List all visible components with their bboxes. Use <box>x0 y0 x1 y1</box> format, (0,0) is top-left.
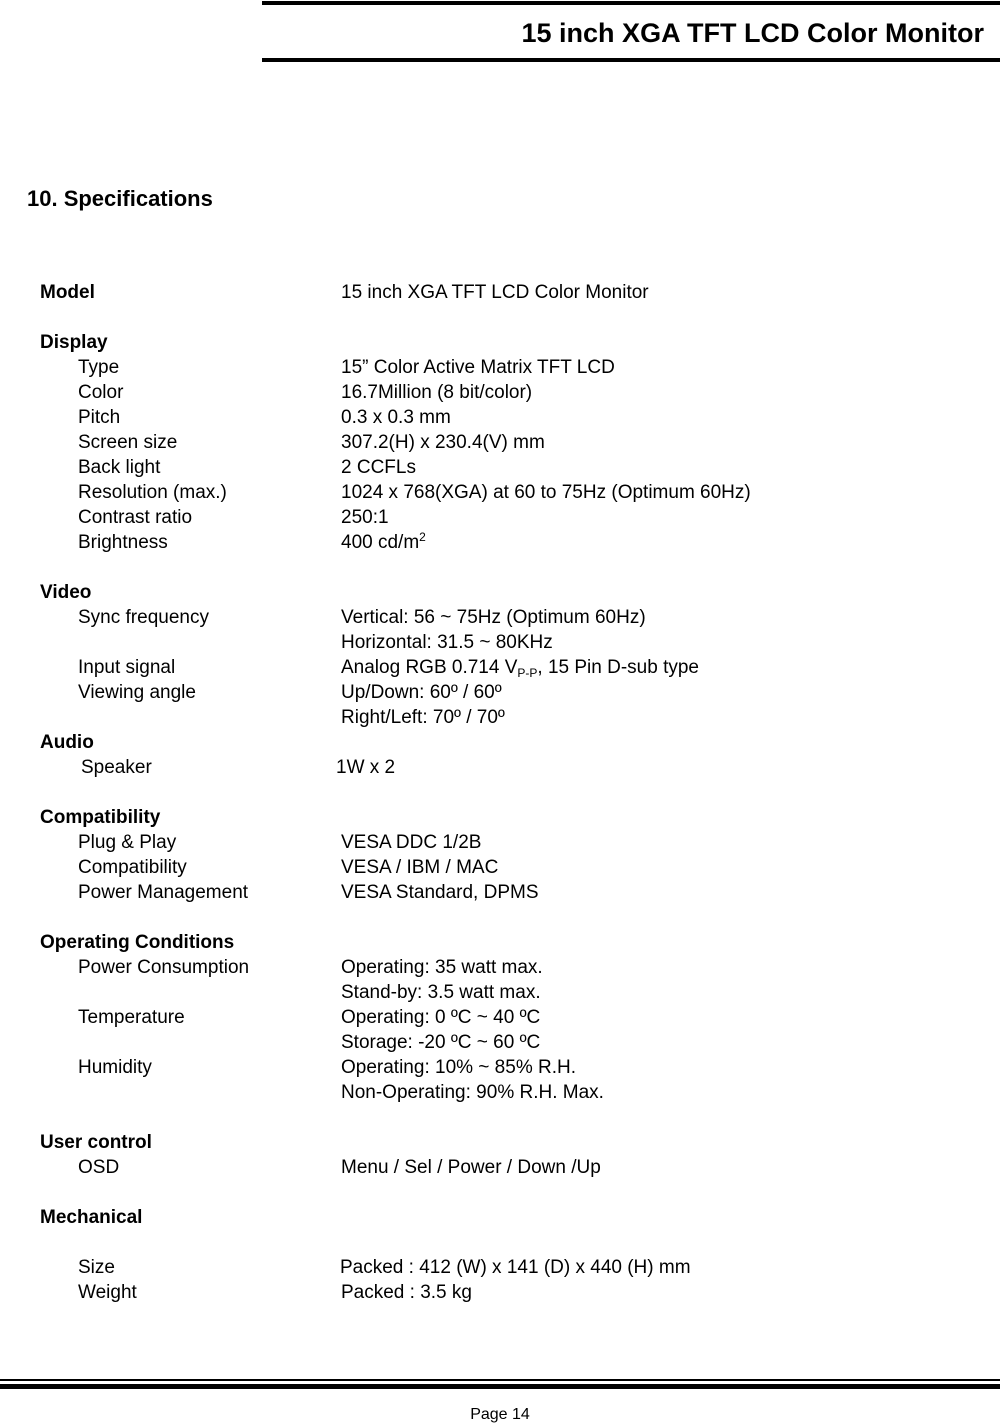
display-heading: Display <box>40 332 108 353</box>
header-rule-bottom <box>262 58 1000 62</box>
display-contrast-value: 250:1 <box>341 507 389 528</box>
video-input-value <box>341 657 699 679</box>
input-value-subscript: P-P <box>517 666 538 680</box>
video-viewing-label: Viewing angle <box>78 682 196 703</box>
page-number: Page 14 <box>470 1406 530 1423</box>
compat-power-mgmt-value: VESA Standard, DPMS <box>341 882 539 903</box>
display-brightness-label: Brightness <box>78 532 168 553</box>
operating-humidity-value-1: Operating: 10% ~ 85% R.H. <box>341 1057 576 1078</box>
input-value-pre: Analog RGB 0.714 V <box>341 657 518 678</box>
footer-rule-thick <box>0 1384 1000 1389</box>
display-screen-size-label: Screen size <box>78 432 178 453</box>
compatibility-heading: Compatibility <box>40 807 161 828</box>
compat-plug-play-label: Plug & Play <box>78 832 177 853</box>
video-sync-value-1: Vertical: 56 ~ 75Hz (Optimum 60Hz) <box>341 607 646 628</box>
operating-temperature-label: Temperature <box>78 1007 185 1028</box>
compat-compat-label: Compatibility <box>78 857 187 878</box>
operating-power-value-2: Stand-by: 3.5 watt max. <box>341 982 541 1003</box>
operating-temperature-value-2: Storage: -20 ºC ~ 60 ºC <box>341 1032 541 1053</box>
display-type-value: 15” Color Active Matrix TFT LCD <box>341 357 615 378</box>
operating-heading: Operating Conditions <box>40 932 235 953</box>
operating-humidity-label: Humidity <box>78 1057 152 1078</box>
display-color-value: 16.7Million (8 bit/color) <box>341 382 533 403</box>
section-title: 10. Specifications <box>27 186 213 211</box>
display-screen-size-value: 307.2(H) x 230.4(V) mm <box>341 432 545 453</box>
compat-plug-play-value: VESA DDC 1/2B <box>341 832 482 853</box>
operating-power-label: Power Consumption <box>78 957 250 978</box>
video-heading: Video <box>40 582 92 603</box>
brightness-number: 400 cd/m <box>341 532 420 553</box>
operating-humidity-value-2: Non-Operating: 90% R.H. Max. <box>341 1082 604 1103</box>
operating-temperature-value-1: Operating: 0 ºC ~ 40 ºC <box>341 1007 541 1028</box>
user-control-heading: User control <box>40 1132 152 1153</box>
display-contrast-label: Contrast ratio <box>78 507 193 528</box>
input-value-post: , 15 Pin D-sub type <box>537 657 699 678</box>
header-rule-top <box>262 1 1000 5</box>
display-color-label: Color <box>78 382 124 403</box>
operating-power-value-1: Operating: 35 watt max. <box>341 957 543 978</box>
mechanical-size-value: Packed : 412 (W) x 141 (D) x 440 (H) mm <box>340 1257 691 1278</box>
mechanical-heading: Mechanical <box>40 1207 143 1228</box>
display-back-light-value: 2 CCFLs <box>341 457 416 478</box>
display-back-light-label: Back light <box>78 457 161 478</box>
compat-power-mgmt-label: Power Management <box>78 882 249 903</box>
display-brightness-value <box>341 532 426 554</box>
compat-compat-value: VESA / IBM / MAC <box>341 857 499 878</box>
mechanical-weight-value: Packed : 3.5 kg <box>341 1282 472 1303</box>
audio-speaker-value: 1W x 2 <box>336 757 396 778</box>
video-viewing-value-1: Up/Down: 60º / 60º <box>341 682 502 703</box>
display-pitch-value: 0.3 x 0.3 mm <box>341 407 451 428</box>
mechanical-weight-label: Weight <box>78 1282 137 1303</box>
video-viewing-value-2: Right/Left: 70º / 70º <box>341 707 505 728</box>
display-resolution-value: 1024 x 768(XGA) at 60 to 75Hz (Optimum 60Hz) <box>341 482 751 503</box>
display-pitch-label: Pitch <box>78 407 121 428</box>
footer-rule-thin <box>0 1379 1000 1381</box>
video-sync-label: Sync frequency <box>78 607 209 628</box>
audio-heading: Audio <box>40 732 94 753</box>
video-input-label: Input signal <box>78 657 176 678</box>
display-type-label: Type <box>78 357 120 378</box>
model-value: 15 inch XGA TFT LCD Color Monitor <box>341 282 649 303</box>
audio-speaker-label: Speaker <box>81 757 152 778</box>
brightness-superscript: 2 <box>419 530 426 544</box>
display-resolution-label: Resolution (max.) <box>78 482 227 503</box>
model-heading: Model <box>40 282 95 303</box>
video-sync-value-2: Horizontal: 31.5 ~ 80KHz <box>341 632 553 653</box>
mechanical-size-label: Size <box>78 1257 115 1278</box>
header-title: 15 inch XGA TFT LCD Color Monitor <box>521 18 984 48</box>
user-control-osd-value: Menu / Sel / Power / Down /Up <box>341 1157 601 1178</box>
user-control-osd-label: OSD <box>78 1157 120 1178</box>
